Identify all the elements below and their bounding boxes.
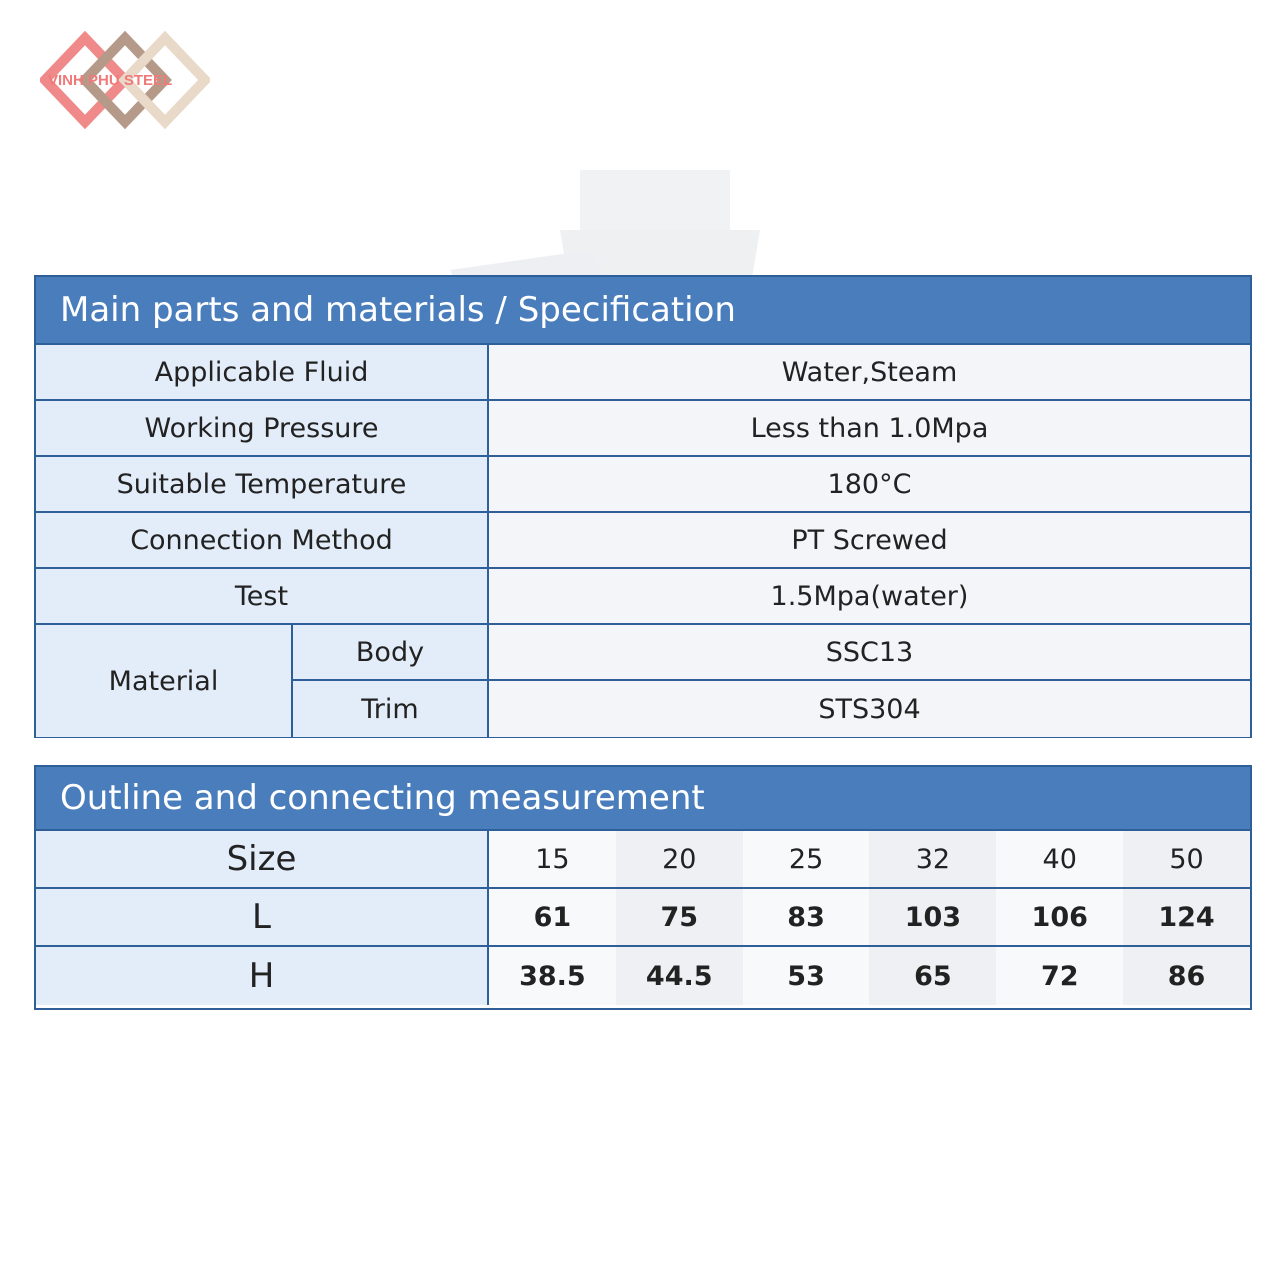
spec-row-working-pressure <box>36 401 1250 457</box>
brand-name: VINH PHU STEEL <box>48 72 173 89</box>
spec-value: PT Screwed <box>489 513 1250 567</box>
material-row-body <box>293 625 1250 681</box>
size-value: 20 <box>616 831 743 887</box>
l-value: 103 <box>869 889 996 945</box>
outline-row-label: H <box>36 947 489 1005</box>
spec-row-applicable-fluid <box>36 345 1250 401</box>
h-value: 38.5 <box>489 947 616 1005</box>
h-value: 65 <box>869 947 996 1005</box>
material-part-label: Body <box>293 625 489 679</box>
spec-value: 180°C <box>489 457 1250 511</box>
h-value: 72 <box>996 947 1123 1005</box>
outline-row-l <box>36 889 1250 947</box>
outline-measurement-table <box>34 765 1252 1010</box>
size-value: 40 <box>996 831 1123 887</box>
spec-row-material <box>36 625 1250 737</box>
spec-value: Water,Steam <box>489 345 1250 399</box>
material-row-trim <box>293 681 1250 737</box>
spec-row-suitable-temperature <box>36 457 1250 513</box>
h-value: 44.5 <box>616 947 743 1005</box>
specification-title: Main parts and materials / Specification <box>36 277 1250 345</box>
spec-label: Test <box>36 569 489 623</box>
spec-value: 1.5Mpa(water) <box>489 569 1250 623</box>
l-value: 124 <box>1123 889 1250 945</box>
spec-label: Applicable Fluid <box>36 345 489 399</box>
size-value: 50 <box>1123 831 1250 887</box>
material-part-value: STS304 <box>489 681 1250 737</box>
outline-row-label: L <box>36 889 489 945</box>
material-part-value: SSC13 <box>489 625 1250 679</box>
spec-row-connection-method <box>36 513 1250 569</box>
material-part-label: Trim <box>293 681 489 737</box>
h-value: 86 <box>1123 947 1250 1005</box>
spec-value: Less than 1.0Mpa <box>489 401 1250 455</box>
spec-label: Working Pressure <box>36 401 489 455</box>
spec-label: Suitable Temperature <box>36 457 489 511</box>
spec-label: Connection Method <box>36 513 489 567</box>
outline-row-h <box>36 947 1250 1005</box>
spec-row-test <box>36 569 1250 625</box>
size-value: 15 <box>489 831 616 887</box>
outline-row-label: Size <box>36 831 489 887</box>
l-value: 75 <box>616 889 743 945</box>
l-value: 83 <box>743 889 870 945</box>
outline-row-size <box>36 831 1250 889</box>
material-label: Material <box>36 625 293 737</box>
size-value: 25 <box>743 831 870 887</box>
specification-table <box>34 275 1252 738</box>
l-value: 61 <box>489 889 616 945</box>
h-value: 53 <box>743 947 870 1005</box>
l-value: 106 <box>996 889 1123 945</box>
outline-title: Outline and connecting measurement <box>36 767 1250 831</box>
size-value: 32 <box>869 831 996 887</box>
